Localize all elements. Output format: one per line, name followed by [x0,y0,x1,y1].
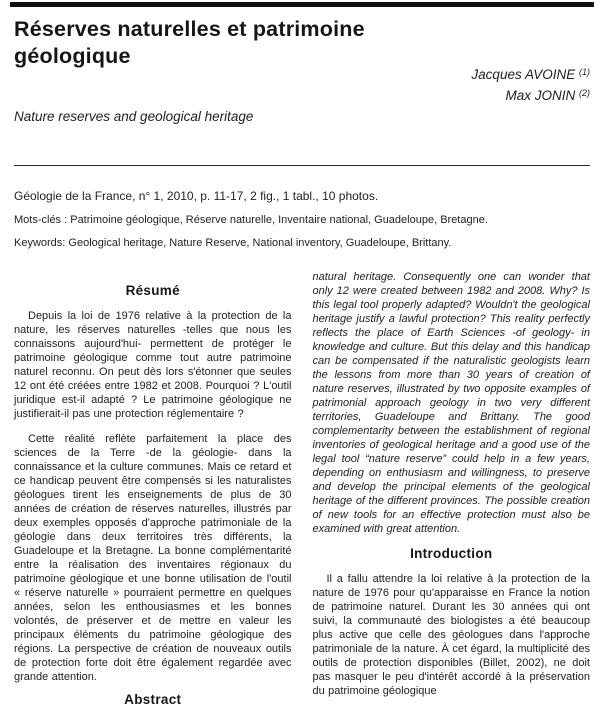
citation-block [14,189,590,249]
paper-header [14,16,590,124]
top-rule-thick [10,2,594,7]
resume-paragraph-1: Depuis la loi de 1976 relative à la protection de la nature, les réserves naturelles -telles que nous les connaissons aujourd'hui- permettent de protéger le patrimoine géologique comme tout autre patrimoine naturel reconnu. On peut dès lors s'étonner que seules 12 ont été créées entre 1982 et 2008. Pourquoi ? L'outil juridique est-il adapté ? Le patrimoine géologique ne justifierait-il pas une protection réglementaire ? [14,310,292,420]
author-2-affiliation-marker: (2) [579,88,590,98]
abstract-heading: Abstract [124,692,182,707]
right-column [313,270,591,698]
author-block [471,63,590,105]
title-english-translation: Nature reserves and geological heritage [14,109,254,124]
mots-cles-line: Mots-clés : Patrimoine géologique, Réserve naturelle, Inventaire national, Guadeloupe, Bretagne. [14,214,488,226]
author-2-name: Max JONIN [505,88,576,103]
keywords-line: Keywords: Geological heritage, Nature Reserve, National inventory, Guadeloupe, Brittany. [14,237,452,249]
paper-title: Réserves naturelles et patrimoine géologique [14,17,365,68]
abstract-heading-clipped [14,692,292,707]
author-2 [471,84,590,105]
resume-paragraph-2: Cette réalité reflète parfaitement la place des sciences de la Terre -de la géologie- dans la connaissance et la culture communes. Mais ce retard et ce handicap peuvent être compensés si les naturalistes géologues tirent les enseignements de plus de 30 années de création de réserves naturelles, illustrés par deux exemples opposés d'approche patrimoniale de la géologie dans deux territoires très différents, la Guadeloupe et la Bretagne. La bonne complémentarité entre la réalisation des inventaires régionaux du patrimoine géologique et une bonne utilisation de l'outil « réserve naturelle » pourraient permettre en quelques années, selon les enthousiasmes et les bonnes volontés, de préserver et de mettre en valeur les principaux éléments du patrimoine géologique des régions. La perspective de création de nouveaux outils de protection forte doit être également regardée avec grande attention. [14,433,292,683]
abstract-continuation-text: natural heritage. Consequently one can wonder that only 12 were created between 1982 and 2008. Why? Is this legal tool properly adapted? Wouldn't the geological heritage justify a lawful protection? This reality perfectly reflects the place of Earth Sciences -of geology- in knowledge and culture. But this delay and this handicap can be compensated if the naturalistic geologists learn the lessons from more than 30 years of creation of nature reserves, illustrated by two opposite examples of patrimonial approach geology in two very different territories, Guadeloupe and Brittany. The good complementarity between the establishment of regional inventories of geological heritage and a good use of the legal tool “nature reserve” could help in a few years, depending on enthusiasm and willingness, to preserve and develop the principal elements of the geological heritage of the different provinces. The possible creation of new tools for an effective protection must also be examined with great attention. [312,271,590,535]
introduction-paragraph: Il a fallu attendre la loi relative à la protection de la nature de 1976 pour qu'apparaisse en France la notion de patrimoine naturel. Durant les 30 années qui ont suivi, la communauté des biologistes a été beaucoup plus active que celle des géologues dans l'approche patrimoniale de la nature. À cet égard, la multiplicité des outils de protection disponibles (Billet, 2002), ne doit pas masquer le peu d'intérêt accordé à la préservation du patrimoine géologique [312,573,590,697]
author-1-name: Jacques AVOINE [471,67,576,82]
author-1 [471,63,590,84]
author-1-affiliation-marker: (1) [579,67,590,77]
resume-heading: Résumé [125,283,180,298]
journal-reference: Géologie de la France, n° 1, 2010, p. 11-17, 2 fig., 1 tabl., 10 photos. [14,189,379,203]
two-column-body [14,270,590,707]
divider-rule [14,165,590,166]
left-column [14,270,292,707]
introduction-heading: Introduction [410,546,493,561]
